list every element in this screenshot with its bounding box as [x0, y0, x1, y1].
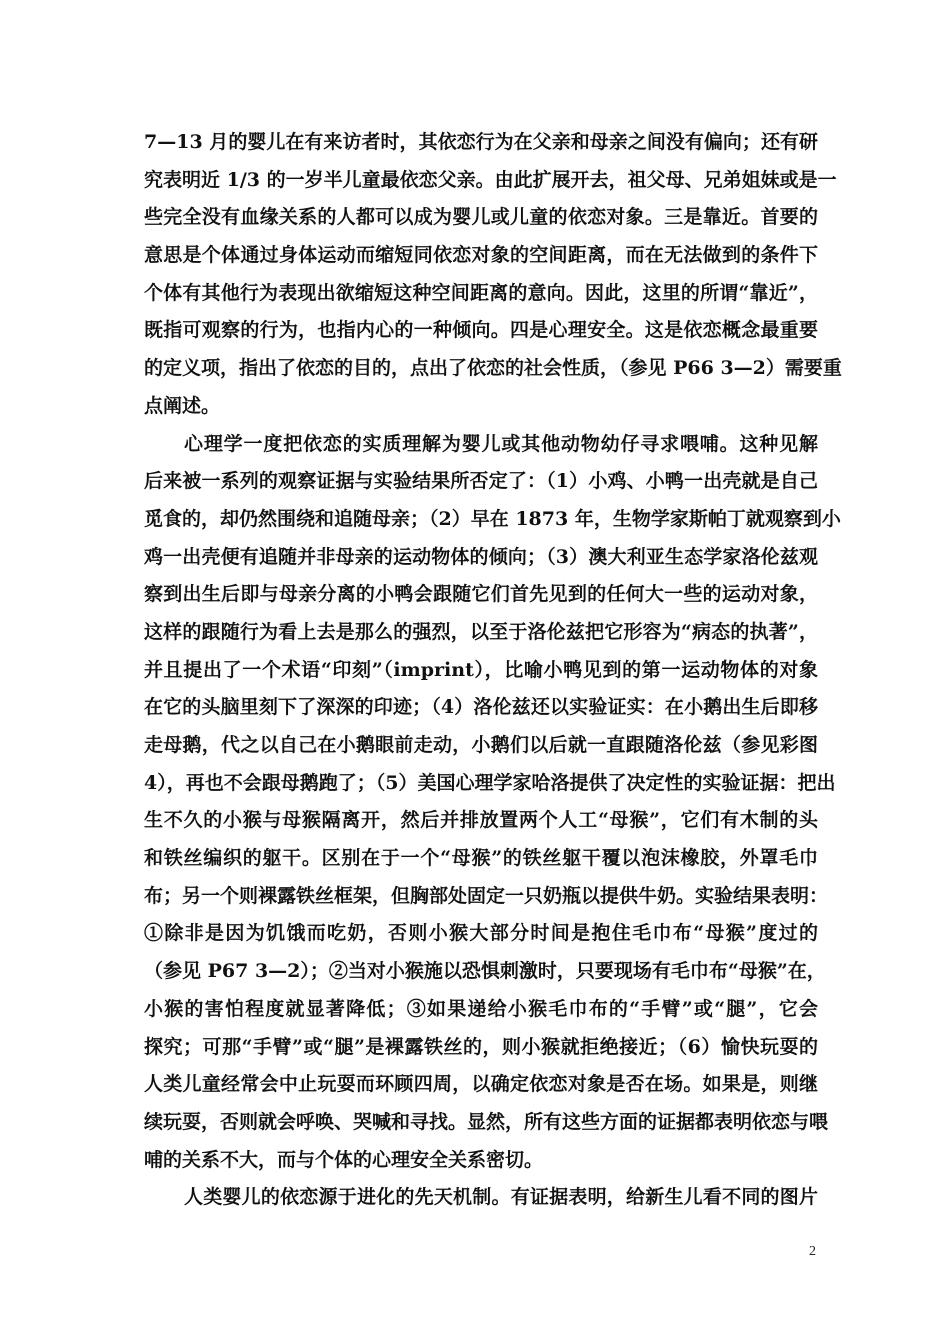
text-line: 鸡一出壳便有追随并非母亲的运动物体的倾向；（3）澳大利亚生态学家洛伦兹观	[144, 545, 818, 568]
text-line: 觅食的，却仍然围绕和追随母亲；（2）早在 1873 年，生物学家斯帕丁就观察到小	[144, 507, 841, 530]
text-line: ①除非是因为饥饿而吃奶，否则小猴大部分时间是抱住毛巾布“母猴”度过的	[144, 922, 818, 945]
page-number: 2	[809, 1244, 816, 1259]
text-line: 布；另一个则裸露铁丝框架，但胸部处固定一只奶瓶以提供牛奶。实验结果表明：	[144, 884, 829, 907]
text-line: 点阐述。	[144, 394, 221, 417]
text-line: 4），再也不会跟母鹅跑了；（5）美国心理学家哈洛提供了决定性的实验证据：把出	[144, 771, 836, 794]
paragraph-start-line: 人类婴儿的依恋源于进化的先天机制。有证据表明，给新生儿看不同的图片	[184, 1186, 818, 1209]
text-line: 些完全没有血缘关系的人都可以成为婴儿或儿童的依恋对象。三是靠近。首要的	[144, 206, 818, 229]
text-line: 并且提出了一个术语“印刻”（imprint），比喻小鸭见到的第一运动物体的对象	[144, 658, 818, 681]
text-line: 既指可观察的行为，也指内心的一种倾向。四是心理安全。这是依恋概念最重要	[144, 319, 818, 342]
text-line: 这样的跟随行为看上去是那么的强烈，以至于洛伦兹把它形容为“病态的执著”，	[144, 620, 818, 643]
text-line: 7—13 月的婴儿在有来访者时，其依恋行为在父亲和母亲之间没有偏向；还有研	[144, 131, 818, 153]
paragraph-start-line: 心理学一度把依恋的实质理解为婴儿或其他动物幼仔寻求喂哺。这种见解	[184, 432, 818, 455]
text-line: 小猴的害怕程度就显著降低；③如果递给小猴毛巾布的“手臂”或“腿”，它会	[144, 997, 818, 1020]
text-line: 生不久的小猴与母猴隔离开，然后并排放置两个人工“母猴”，它们有木制的头	[144, 809, 818, 832]
text-line: 个体有其他行为表现出欲缩短这种空间距离的意向。因此，这里的所谓“靠近”，	[144, 281, 818, 304]
text-line: 探究；可那“手臂”或“腿”是裸露铁丝的，则小猴就拒绝接近；（6）愉快玩耍的	[144, 1035, 818, 1058]
text-line: 哺的关系不大，而与个体的心理安全关系密切。	[144, 1148, 544, 1171]
text-line: 意思是个体通过身体运动而缩短同依恋对象的空间距离，而在无法做到的条件下	[144, 244, 818, 267]
text-line: 人类儿童经常会中止玩耍而环顾四周，以确定依恋对象是否在场。如果是，则继	[144, 1073, 818, 1096]
text-line: 走母鹅，代之以自己在小鹅眼前走动，小鹅们以后就一直跟随洛伦兹（参见彩图	[144, 734, 818, 756]
text-line: 续玩耍，否则就会呼唤、哭喊和寻找。显然，所有这些方面的证据都表明依恋与喂	[144, 1110, 829, 1133]
text-line: 察到出生后即与母亲分离的小鸭会跟随它们首先见到的任何大一些的运动对象，	[144, 583, 818, 606]
text-line: 和铁丝编织的躯干。区别在于一个“母猴”的铁丝躯干覆以泡沫橡胶，外罩毛巾	[144, 847, 818, 870]
text-line: 究表明近 1/3 的一岁半儿童最依恋父亲。由此扩展开去，祖父母、兄弟姐妹或是一	[144, 168, 837, 191]
text-line: 的定义项，指出了依恋的目的，点出了依恋的社会性质，（参见 P66 3—2）需要重	[144, 357, 842, 380]
text-line: 在它的头脑里刻下了深深的印迹；（4）洛伦兹还以实验证实：在小鹅出生后即移	[144, 696, 818, 719]
text-line: （参见 P67 3—2）；②当对小猴施以恐惧刺激时，只要现场有毛巾布“母猴”在，	[144, 960, 826, 983]
text-line: 后来被一系列的观察证据与实验结果所否定了：（1）小鸡、小鸭一出壳就是自己	[144, 470, 818, 493]
body-text	[144, 124, 842, 1217]
